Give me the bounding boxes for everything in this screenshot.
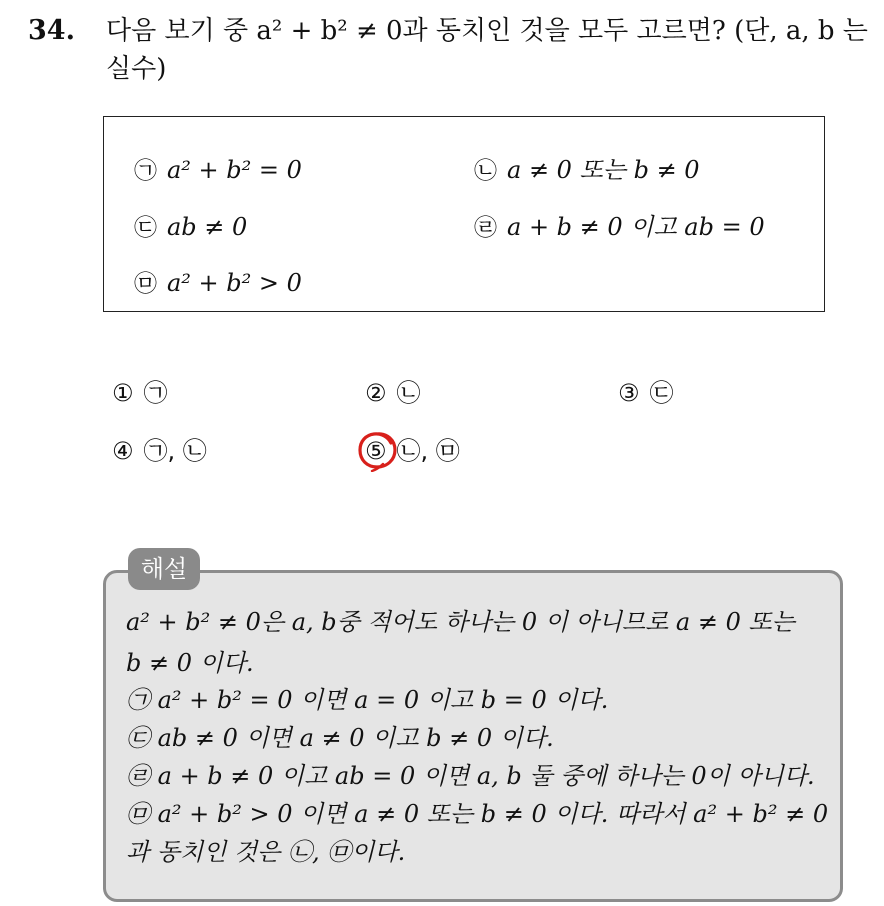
bogi-box	[103, 116, 825, 312]
choice-number: ④	[112, 437, 134, 465]
bogi-symbol: ㉢	[134, 215, 157, 241]
bogi-symbol: ㉡	[474, 158, 497, 184]
choice-2[interactable]	[365, 378, 421, 408]
choice-answer: ㉠, ㉡	[143, 437, 207, 465]
choice-answer: ㉡, ㉤	[396, 437, 460, 465]
bogi-text: a² + b² = 0	[167, 156, 302, 184]
selected-answer-mark-icon	[355, 428, 399, 472]
bogi-item-rieul	[474, 212, 765, 243]
explanation-line-4: ㉢ ab ≠ 0 이면 a ≠ 0 이고 b ≠ 0 이다.	[126, 724, 554, 752]
bogi-text: a ≠ 0 또는 b ≠ 0	[507, 156, 700, 184]
explanation-line-5: ㉣ a + b ≠ 0 이고 ab = 0 이면 a, b 둘 중에 하나는 0이 아니다.	[126, 762, 815, 790]
explanation-line-1: a² + b² ≠ 0은 a, b중 적어도 하나는 0 이 아니므로 a ≠ 0 또는	[126, 608, 795, 636]
choice-answer: ㉢	[649, 379, 674, 407]
explanation-line-2: b ≠ 0 이다.	[126, 649, 254, 677]
explanation-line-7: 과 동치인 것은 ㉡, ㉤이다.	[126, 838, 406, 866]
choice-number: ②	[365, 379, 387, 407]
choice-1[interactable]	[112, 378, 168, 408]
explanation-line-6: ㉤ a² + b² > 0 이면 a ≠ 0 또는 b ≠ 0 이다. 따라서 a² + b² ≠ 0	[126, 800, 829, 828]
bogi-symbol: ㉣	[474, 215, 497, 241]
bogi-item-mieum	[134, 268, 302, 299]
choice-answer: ㉡	[396, 379, 421, 407]
bogi-symbol: ㉠	[134, 158, 157, 184]
question-text-line-1: 다음 보기 중 a² + b² ≠ 0과 동치인 것을 모두 고르면? (단, a, b 는	[106, 16, 868, 46]
explanation-box	[103, 570, 843, 902]
bogi-text: ab ≠ 0	[167, 213, 248, 241]
bogi-item-digeut	[134, 212, 247, 243]
bogi-text: a + b ≠ 0 이고 ab = 0	[507, 213, 765, 241]
question-text	[106, 12, 868, 88]
bogi-item-nieun	[474, 155, 700, 186]
choice-number: ③	[618, 379, 640, 407]
bogi-item-giyeok	[134, 155, 302, 186]
bogi-text: a² + b² > 0	[167, 269, 302, 297]
choice-answer: ㉠	[143, 379, 168, 407]
question-text-line-2: 실수)	[106, 54, 167, 84]
choice-number: ①	[112, 379, 134, 407]
choice-number: ⑤	[365, 437, 387, 465]
bogi-symbol: ㉤	[134, 271, 157, 297]
choice-4[interactable]	[112, 436, 207, 466]
choice-3[interactable]	[618, 378, 674, 408]
explanation-tab-label: 해설	[128, 548, 200, 590]
question-number: 34.	[28, 15, 75, 46]
explanation-line-3: ㉠ a² + b² = 0 이면 a = 0 이고 b = 0 이다.	[126, 686, 609, 714]
